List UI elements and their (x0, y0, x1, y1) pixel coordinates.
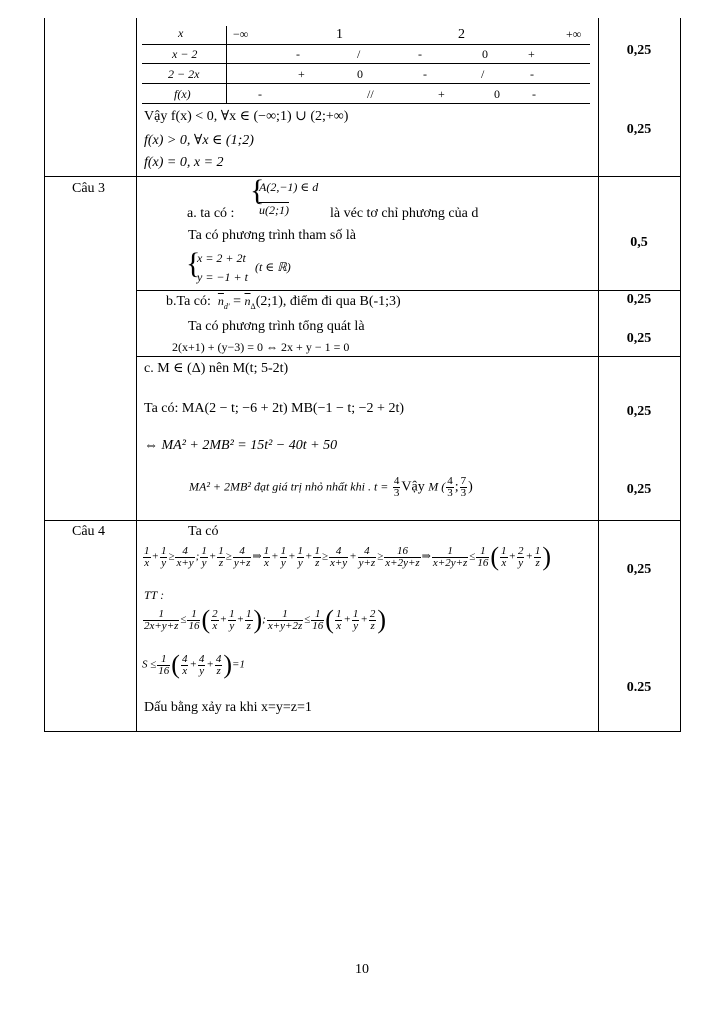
sign-table-hline (142, 44, 590, 45)
q3-b-equation: 2(x+1) + (y−3) = 0 ⇔ 2x + y − 1 = 0 (172, 340, 350, 354)
q4-equality-case: Dấu bằng xảy ra khi x=y=z=1 (144, 700, 312, 715)
denominator: 3 (460, 487, 467, 499)
score: 0,25 (626, 404, 652, 419)
fraction (393, 476, 401, 499)
sign-cell: - (530, 67, 534, 81)
numerator: 4 (447, 475, 453, 487)
q4-intro: Ta có (188, 524, 219, 539)
sign-cell: - (258, 87, 262, 101)
q3-c-min: MA² + 2MB² đạt giá trị nhỏ nhất khi . t = $\frac{4}{3}$ Vậy M ( $\frac{4}{3}$ ; $\frac{7}{3}$ ) (189, 475, 473, 499)
score: 0,25 (626, 331, 652, 346)
sign-cell: 0 (494, 87, 500, 101)
sign-cell: 0 (357, 67, 363, 81)
score: 0,25 (626, 43, 652, 58)
score: 0.25 (626, 680, 652, 695)
point-a-on-d: A(2,−1) ∈ d (259, 180, 319, 194)
table-col1-border (136, 18, 137, 732)
row-divider-3 (136, 356, 681, 357)
conclusion-line-1: Vậy f(x) < 0, ∀x ∈ (−∞;1) ∪ (2;+∞) (144, 109, 349, 124)
sign-table-vline (226, 26, 227, 103)
sign-cell: - (296, 47, 300, 61)
conclusion-line-2: f(x) > 0, ∀x ∈ (1;2) (144, 133, 254, 148)
sign-table-header-1: 1 (336, 27, 343, 42)
table-left-border (44, 18, 45, 732)
page-number: 10 (355, 962, 369, 977)
row-divider-2 (136, 290, 681, 291)
numerator: 4 (393, 475, 400, 487)
q3-c-min-M: M ( (428, 479, 446, 494)
sign-row-label: x − 2 (172, 47, 198, 61)
q3-b-line: b.Ta có: $\overline{n}_{d'}$ = $\overline{n}_\Delta(2;1)$, điểm đi qua B(-1;3) (166, 294, 401, 311)
score: 0,25 (626, 122, 652, 137)
sign-table-header-2: 2 (458, 27, 465, 42)
q4-s-prefix: S ≤ (142, 658, 157, 671)
q3-c-min-vay: Vậy (401, 479, 425, 495)
row-divider-4 (44, 520, 681, 521)
table-bottom-border (44, 731, 681, 732)
row-divider-1 (44, 176, 681, 177)
sign-cell: + (438, 87, 445, 101)
brace-icon: { (186, 247, 201, 280)
score: 0,25 (626, 292, 652, 307)
sign-cell: 0 (482, 47, 488, 61)
sign-cell: - (532, 87, 536, 101)
sign-cell: / (357, 47, 361, 61)
brace-icon: { (250, 174, 265, 207)
question-4-label: Câu 4 (72, 524, 106, 539)
denominator: 3 (393, 487, 400, 499)
sign-table-header-minus-inf: −∞ (233, 27, 249, 41)
direction-vector-u (259, 203, 289, 218)
q3-c-line: c. M ∈ (Δ) nên M(t; 5-2t) (144, 361, 289, 376)
q4-s-bound: S ≤ $\frac{1}{16}$ ( $\frac{4}{x}$ + $\frac{4}{y}$ + $\frac{4}{z}$ )=1 (142, 650, 245, 679)
q3-param-title: Ta có phương trình tham số là (188, 228, 356, 243)
fraction (460, 476, 468, 499)
sign-cell: - (418, 47, 422, 61)
sign-table-hline (142, 63, 590, 64)
param-t-domain: (t ∈ ℝ) (255, 260, 291, 274)
conclusion-line-3: f(x) = 0, x = 2 (144, 155, 224, 170)
score: 0,25 (626, 562, 652, 577)
sign-cell: / (481, 67, 485, 81)
fraction (446, 476, 454, 499)
q4-inequality-chain: $\frac{1}{x}$ + $\frac{1}{y}$ ≥ $\frac{4}{x+y}$ ; $\frac{1}{y}$ + $\frac{1}{z}$ ≥ $\frac{4}{y+z}$ ⇒ $\frac{1}{x}$ + $\frac{1}{y}$ + $\frac{1}{y}$ + $\frac{1}{z}$ ≥ $\frac{4}{x+y}$ + $\frac{4}{y+z}$ ≥ $\frac{16}{x+2y+z}$ ⇒ $\frac{1}{x+2y+z}$ ≤ $\frac{1}{16}$ ( $\frac{1}{x}$ + $\frac{2}{y}$ + $\frac{1}{z}$ ) (144, 542, 552, 571)
q4-tt: TT : (144, 588, 165, 602)
sign-table-hline (142, 103, 590, 104)
score: 0,25 (626, 482, 652, 497)
denominator: 3 (447, 487, 453, 499)
param-x: x = 2 + 2t (197, 251, 246, 265)
q3-a-suffix: là véc tơ chỉ phương của d (330, 206, 479, 221)
sign-cell: + (298, 67, 305, 81)
sign-table-hline (142, 83, 590, 84)
sign-cell: + (528, 47, 535, 61)
q3-c-vectors: Ta có: MA(2 − t; −6 + 2t) MB(−1 − t; −2 + 2t) (144, 401, 404, 416)
q3-c-equation: ⇔ MA² + 2MB² = 15t² − 40t + 50 (144, 438, 338, 453)
question-3-label: Câu 3 (72, 181, 106, 196)
q4-tt-inequalities: $\frac{1}{2x+y+z}$ ≤ $\frac{1}{16}$ ( $\frac{2}{x}$ + $\frac{1}{y}$ + $\frac{1}{z}$ ); $\frac{1}{x+y+2z}$ ≤ $\frac{1}{16}$ ( $\frac{1}{x}$ + $\frac{1}{y}$ + $\frac{2}{z}$ ) (144, 605, 387, 634)
direction-vector-u-text: u(2;1) (259, 203, 289, 217)
sign-row-label: 2 − 2x (168, 67, 200, 81)
sign-cell: // (367, 87, 374, 101)
table-right-border (680, 18, 681, 732)
sign-table-header-x: x (178, 26, 184, 40)
q3-b-title: Ta có phương trình tổng quát là (188, 319, 365, 334)
sign-table-header-plus-inf: +∞ (566, 27, 582, 41)
numerator: 7 (460, 475, 467, 487)
sign-cell: - (423, 67, 427, 81)
score: 0,5 (630, 235, 648, 250)
param-y: y = −1 + t (197, 270, 248, 284)
q3-a-prefix: a. ta có : (187, 206, 235, 221)
q3-c-min-prefix: MA² + 2MB² đạt giá trị nhỏ nhất khi . t = (189, 479, 389, 494)
sign-row-label: f(x) (174, 87, 191, 101)
